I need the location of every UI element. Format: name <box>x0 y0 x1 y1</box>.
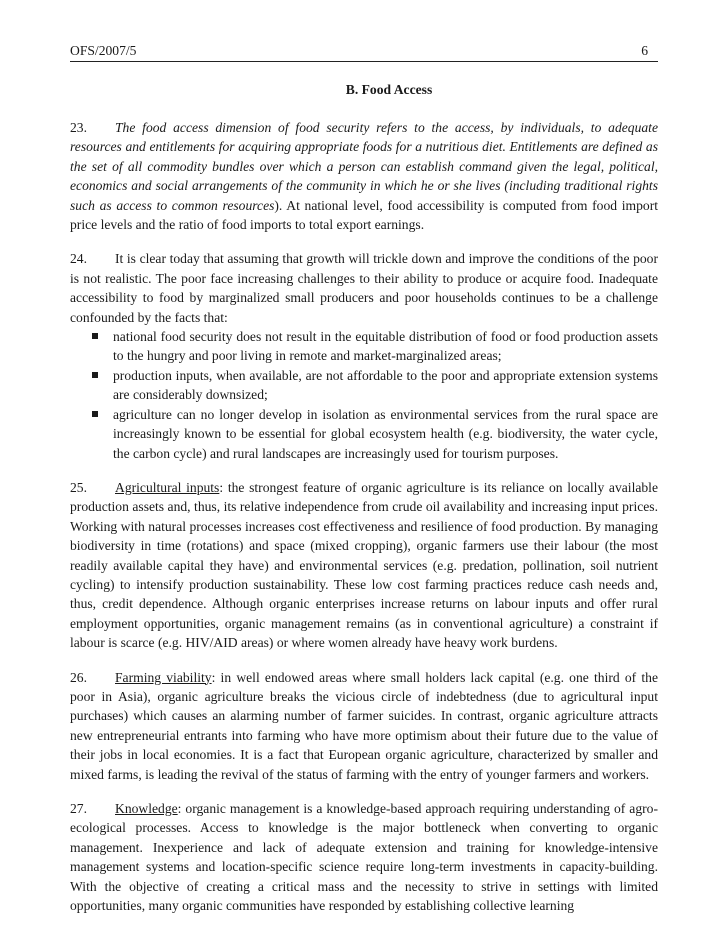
paragraph-text: ). At national level, food accessibility is computed from food import price levels and the ratio of food imports to total export earnings. <box>70 197 658 233</box>
section-title: B. Food Access <box>345 82 433 97</box>
paragraph-text: : in well endowed areas where small holders lack capital (e.g. one third of the poor in Asia), organic agriculture breaks the vicious circle of indebtedness (due to agricultural input purchases) which causes an alarming number of farmer suicides. In contrast, organic agriculture attracts new entrepreneurial entrants into farming who have more optimism about their future due to the value of their jobs in local economies. It is a fact that European organic agriculture, characterized by smaller and mixed farms, is leading the revival of the status of farming with the entry of younger farmers and workers. <box>70 669 658 782</box>
paragraph-term: Knowledge <box>115 801 178 816</box>
document-code: OFS/2007/5 <box>70 43 137 58</box>
page-header <box>70 42 658 62</box>
paragraph-italic-text: The food access dimension of food security refers to the access, by individuals, to adequate resources and entitlements for acquiring appropriate foods for a nutritious diet. Entitlements are defined as the set of all commodity bundles over which a person can establish command given the legal, political, economics and social arrangements of the community in which he or she lives (including traditional rights such as access to common resources <box>70 120 658 213</box>
list-item <box>70 327 658 366</box>
list-item-text: agriculture can no longer develop in isolation as environmental services from the rural space are increasingly known to be essential for global ecosystem health (e.g. biodiversity, the water cycle, the carbon cycle) and rural landscapes are increasingly used for tourism purposes. <box>113 406 658 461</box>
list-item <box>70 366 658 405</box>
paragraph-term: Agricultural inputs <box>115 479 220 495</box>
paragraph-23 <box>70 118 658 234</box>
paragraph-27 <box>70 799 658 915</box>
paragraph-25 <box>70 478 658 653</box>
paragraph-24 <box>70 249 658 462</box>
paragraph-number: 24. <box>70 251 87 267</box>
paragraph-text: : organic management is a knowledge-based approach requiring understanding of agro-ecological processes. Access to knowledge is the major bottleneck when converting to organic management. Inexperience and lack of adequate extension and training for knowledge-intensive management systems and location-specific science require long-term investments in capacity-building. With the objective of creating a critical mass and the necessity to strive in settings with limited opportunities, many organic communities have responded by establishing collective learning <box>70 801 658 914</box>
list-item <box>70 405 658 463</box>
square-bullet-icon <box>92 372 98 378</box>
document-body <box>70 118 658 930</box>
paragraph-term: Farming viability <box>115 669 212 685</box>
paragraph-number: 26. <box>70 669 87 685</box>
paragraph-text: It is clear today that assuming that growth will trickle down and improve the conditions of the poor is not realistic. The poor face increasing challenges to their ability to produce or acquire food. Inadequate accessibility to food by marginalized small producers and poor households continues to be a challenge confounded by the facts that: <box>70 251 658 325</box>
square-bullet-icon <box>92 333 98 339</box>
page-number: 6 <box>641 43 648 58</box>
bullet-list <box>70 327 658 463</box>
list-item-text: national food security does not result in the equitable distribution of food or food production assets to the hungry and poor living in remote and market-marginalized areas; <box>113 329 658 364</box>
paragraph-text: : the strongest feature of organic agriculture is its reliance on locally available production assets and, thus, its relative independence from crude oil availability and increasing input prices. Working with natural processes increases cost effectiveness and resilience of food production. By managing biodiversity in time (rotations) and space (mixed cropping), organic farmers use their labour (the most readily available capital they have) and environmental services (e.g. predation, pollination, soil nutrient cycling) to intensify production sustainability. These low cost farming practices reduce cash needs and, thus, credit dependence. Although organic enterprises increase returns on labour inputs and offer rural employment opportunities, organic management remains (as in conventional agriculture) a constraint if labour is scarce (e.g. HIV/AID areas) or where women already have heavy work burdens. <box>70 479 658 651</box>
paragraph-number: 25. <box>70 479 87 495</box>
square-bullet-icon <box>92 411 98 417</box>
paragraph-number: 23. <box>70 120 87 135</box>
list-item-text: production inputs, when available, are not affordable to the poor and appropriate extension systems are considerably downsized; <box>113 367 658 403</box>
paragraph-26 <box>70 668 658 784</box>
paragraph-number: 27. <box>70 801 87 816</box>
